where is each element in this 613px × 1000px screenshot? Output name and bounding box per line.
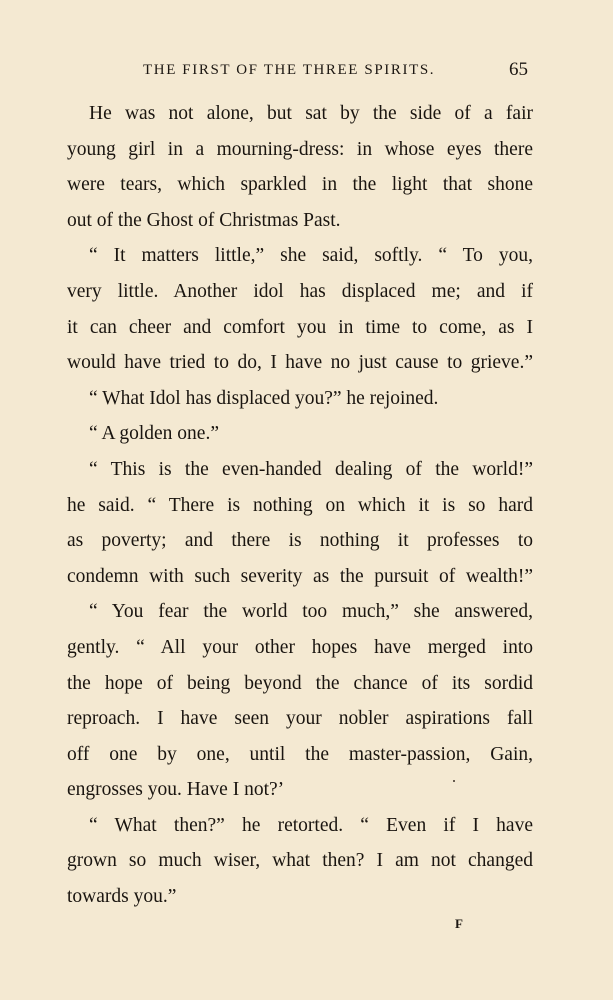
text-line: “ What then?” he retorted. “ Even if I have: [89, 814, 533, 836]
text-line: were tears, which sparkled in the light that shone: [67, 174, 533, 196]
page-header: [0, 60, 613, 84]
body-text: [67, 96, 533, 915]
text-line: very little. Another idol has displaced me; and if: [67, 280, 533, 302]
text-line: young girl in a mourning-dress: in whose eyes there: [67, 138, 533, 160]
text-line: condemn with such severity as the pursuit of wealth!”: [67, 565, 533, 587]
text-line: “ A golden one.”: [89, 423, 219, 445]
text-line: grown so much wiser, what then? I am not changed: [67, 850, 533, 872]
text-line: He was not alone, but sat by the side of a fair: [89, 103, 533, 124]
text-line: “ This is the even-handed dealing of the world!”: [89, 458, 533, 480]
text-line: the hope of being beyond the chance of its sordid: [67, 672, 533, 694]
running-title: THE FIRST OF THE THREE SPIRITS.: [143, 62, 436, 78]
text-line: “ You fear the world too much,” she answered,: [89, 601, 533, 623]
text-line: gently. “ All your other hopes have merged into: [67, 636, 533, 658]
text-line: would have tried to do, I have no just cause to grieve.”: [67, 352, 533, 374]
page-number: 65: [509, 59, 528, 80]
text-line: engrosses you. Have I not?’: [67, 779, 285, 801]
text-line: as poverty; and there is nothing it professes to: [67, 530, 533, 552]
text-line: towards you.”: [67, 886, 177, 908]
text-line: “ What Idol has displaced you?” he rejoined.: [89, 387, 439, 409]
text-line: he said. “ There is nothing on which it is so hard: [67, 494, 533, 516]
ink-speck: [453, 780, 455, 782]
signature-mark: F: [455, 916, 463, 931]
text-line: “ It matters little,” she said, softly. “ To you,: [89, 245, 533, 267]
text-line: reproach. I have seen your nobler aspirations fall: [67, 708, 533, 730]
text-line: off one by one, until the master-passion, Gain,: [67, 743, 533, 765]
text-line: it can cheer and comfort you in time to come, as I: [67, 316, 533, 338]
text-line: out of the Ghost of Christmas Past.: [67, 209, 341, 231]
